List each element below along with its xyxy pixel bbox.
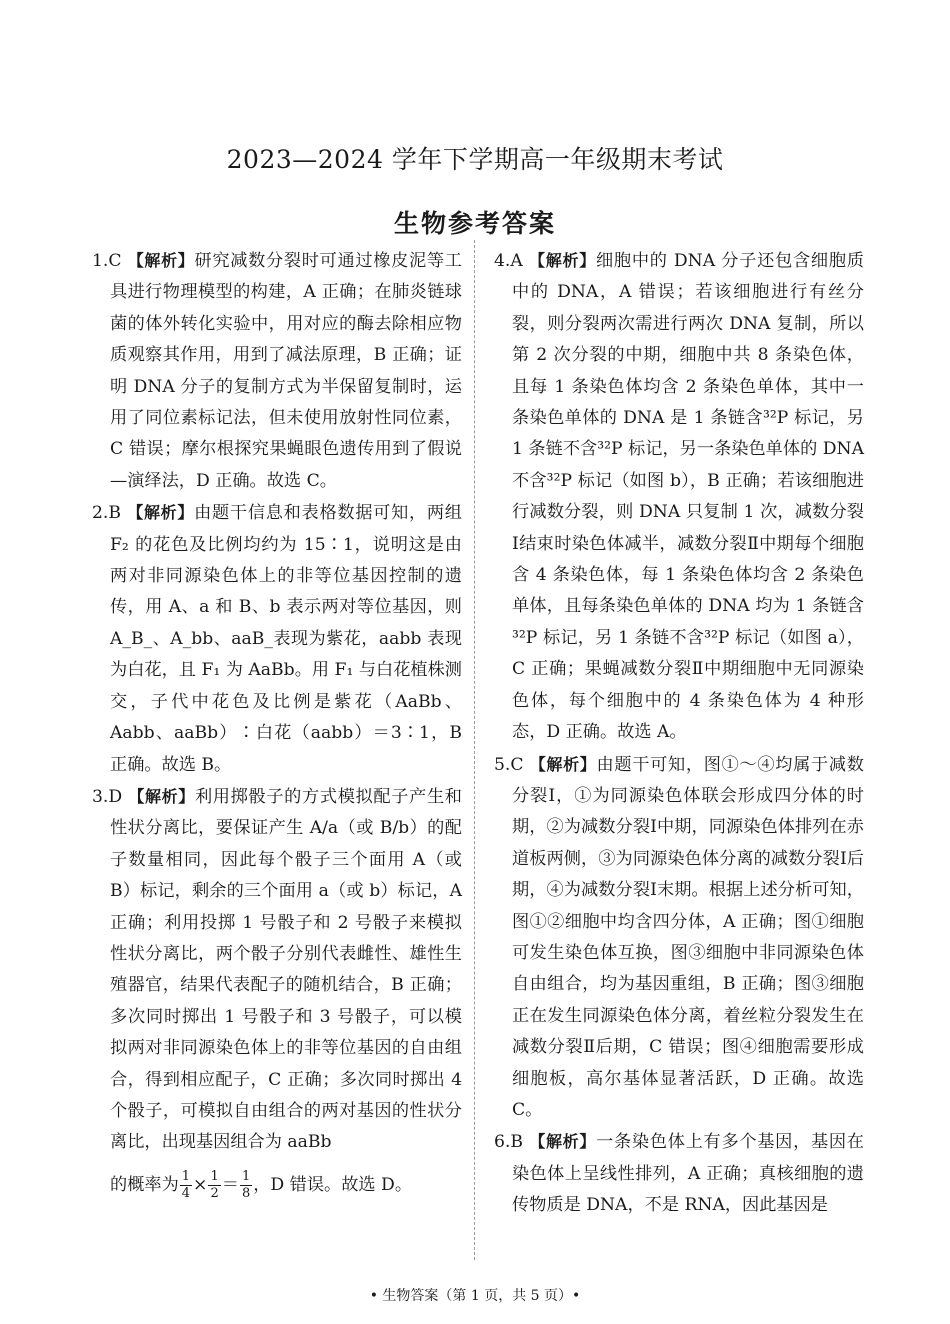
fraction-denominator: 4: [181, 1185, 191, 1201]
answer-6-number: 6.B: [494, 1132, 524, 1153]
answer-1-tag: 【解析】: [127, 251, 195, 270]
answer-1-number: 1.C: [92, 251, 122, 271]
answer-2-tag: 【解析】: [127, 503, 195, 523]
fraction-1-8: [240, 1169, 252, 1202]
answer-5-tag: 【解析】: [529, 754, 597, 774]
answer-6-body: 一条染色体上有多个基因，基因在染色体上呈线性排列，A 正确；真核细胞的遗传物质是 DNA，不是 RNA，因此基因是: [512, 1132, 864, 1216]
answer-3: [92, 781, 462, 1159]
equals-sign: ＝: [221, 1174, 239, 1195]
fraction-numerator: 1: [210, 1168, 219, 1184]
answer-1-body: 研究减数分裂时可通过橡皮泥等工具进行物理模型的构建，A 正确；在肺炎链球菌的体外转化实验中，用对应的酶去除相应物质观察其作用，用到了减法原理，B 正确；证明 DNA 分子的复制方式为半保留复制时，运用了同位素标记法，但未使用放射性同位素，C 错误；摩尔根探究果蝇眼色遗传用到了假说—演绎法，D 正确。故选 C。: [110, 251, 462, 491]
fraction-numerator: 1: [181, 1168, 191, 1184]
answer-2-body: 由题干信息和表格数据可知，两组 F₂ 的花色及比例均约为 15∶1，说明这是由两对非同源染色体上的非等位基因控制的遗传，用 A、a 和 B、b 表示两对等位基因，则 A_B_、A_bb、aaB_表现为紫花，aabb 表现为白花，且 F₁ 为 AaBb。用 F₁ 与白花植株测交，子代中花色及比例是紫花（AaBb、Aabb、aaBb）∶白花（aabb）＝3∶1，B 正确。故选 B。: [110, 503, 462, 775]
fraction-denominator: 8: [241, 1185, 251, 1201]
answer-6: [494, 1126, 864, 1221]
page-subtitle: 生物参考答案: [393, 209, 556, 238]
answer-4: [494, 245, 864, 749]
answer-5-number: 5.C: [494, 754, 524, 775]
answer-4-number: 4.A: [494, 251, 523, 271]
right-column: [494, 245, 864, 1222]
answer-3-tag: 【解析】: [128, 786, 195, 806]
answer-3-probability: [92, 1165, 462, 1205]
answer-3-body: 利用掷骰子的方式模拟配子产生和性状分离比，要保证产生 A/a（或 B/b）的配子数量相同，因此每个骰子三个面用 A（或 B）标记，剩余的三个面用 a（或 b）标记，A 正确；利用投掷 1 号骰子和 2 号骰子来模拟性状分离比，两个骰子分别代表雌性、雄性生殖器官，结果代表配子的随机结合，B 正确；多次同时掷出 1 号骰子和 3 号骰子，可以模拟两对非同源染色体上的非等位基因的自由组合，得到相应配子，C 正确；多次同时掷出 4 个骰子，可模拟自由组合的两对基因的性状分离比，出现基因组合为 aaBb: [110, 786, 462, 1153]
answer-3-tail-prefix: 的概率为: [110, 1174, 179, 1195]
page-footer: • 生物答案（第 1 页，共 5 页）•: [369, 1288, 581, 1304]
left-column: [92, 245, 462, 1205]
answer-3-number: 3.D: [92, 786, 123, 807]
answer-4-body: 细胞中的 DNA 分子还包含细胞质中的 DNA，A 错误；若该细胞进行有丝分裂，则分裂两次需进行两次 DNA 复制，所以第 2 次分裂的中期，细胞中共 8 条染色体，且每 1 条染色体均含 2 条染色单体，其中一条染色单体的 DNA 是 1 条链含³²P 标记，另 1 条链不含³²P 标记，另一条染色单体的 DNA 不含³²P 标记（如图 b），B 正确；若该细胞进行减数分裂，则 DNA 只复制 1 次，减数分裂Ⅰ结束时染色体减半，减数分裂Ⅱ中期每个细胞含 4 条染色体，每 1 条染色体均含 2 条染色单体，且每条染色单体的 DNA 均为 1 条链含³²P 标记，另 1 条链不含³²P 标记（如图 a），C 正确；果蝇减数分裂Ⅱ中期细胞中无同源染色体，每个细胞中的 4 条染色体为 4 种形态，D 正确。故选 A。: [512, 251, 864, 743]
answer-2: [92, 497, 462, 781]
fraction-denominator: 2: [210, 1185, 219, 1201]
fraction-numerator: 1: [241, 1168, 251, 1184]
times-sign: ×: [193, 1174, 208, 1195]
answer-5-body: 由题干可知，图①～④均属于减数分裂Ⅰ，①为同源染色体联会形成四分体的时期，②为减数分裂Ⅰ中期，同源染色体排列在赤道板两侧，③为同源染色体分离的减数分裂Ⅰ后期，④为减数分裂Ⅰ末期。根据上述分析可知，图①②细胞中均含四分体，A 正确；图①细胞可发生染色体互换，图③细胞中非同源染色体自由组合，均为基因重组，B 正确；图③细胞正在发生同源染色体分离，着丝粒分裂发生在减数分裂Ⅱ后期，C 错误；图④细胞需要形成细胞板，高尔基体显著活跃，D 正确。故选 C。: [512, 754, 864, 1120]
answer-2-number: 2.B: [92, 503, 122, 524]
answer-4-tag: 【解析】: [529, 251, 596, 270]
answer-3-tail-suffix: ，D 错误。故选 D。: [253, 1174, 413, 1195]
page-title: 2023—2024 学年下学期高一年级期末考试: [226, 145, 724, 174]
answer-5: [494, 749, 864, 1127]
fraction-1-4: [180, 1169, 192, 1202]
fraction-1-2: [208, 1169, 220, 1202]
answer-1: [92, 245, 462, 497]
column-divider: [474, 240, 475, 1260]
answer-6-tag: 【解析】: [529, 1132, 597, 1152]
